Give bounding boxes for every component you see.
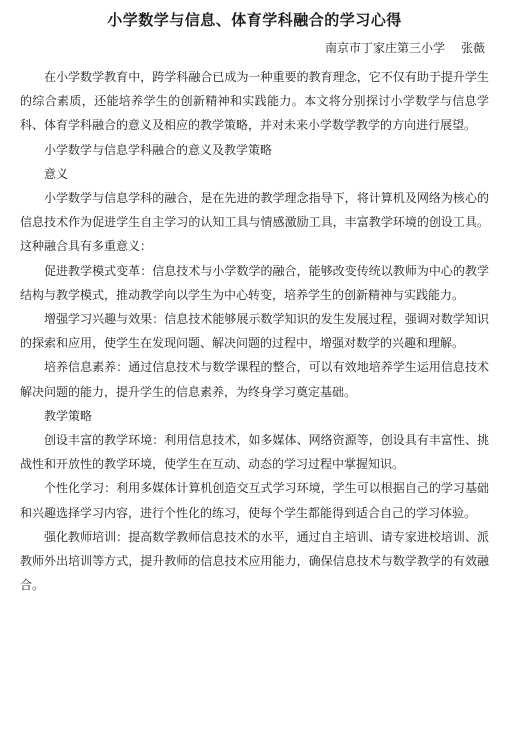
significance-heading: 意义	[44, 166, 69, 181]
point-teaching-mode: 促进教学模式变革：信息技术与小学数学的融合，能够改变传统以教师为中心的教学结构与教学模式，推动教学向以学生为中心转变，培养学生的创新精神与实践能力。	[20, 263, 489, 302]
point-information-literacy: 培养信息素养：通过信息技术与数学课程的整合，可以有效地培养学生运用信息技术解决问题的能力，提升学生的信息素养，为终身学习奠定基础。	[20, 360, 489, 399]
author-line	[20, 40, 485, 56]
author-name: 张薇	[460, 41, 485, 55]
strategy-environment: 创设丰富的教学环境：利用信息技术，如多媒体、网络资源等，创设具有丰富性、挑战性和开放性的教学环境，使学生在互动、动态的学习过程中掌握知识。	[20, 433, 489, 472]
strategy-teacher-training: 强化教师培训：提高数学教师信息技术的水平，通过自主培训、请专家进校培训、派教师外出培训等方式，提升教师的信息技术应用能力，确保信息技术与数学教学的有效融合。	[20, 529, 489, 593]
school-name: 南京市丁家庄第三小学	[324, 41, 445, 55]
point-learning-interest: 增强学习兴趣与效果：信息技术能够展示数学知识的发生发展过程，强调对数学知识的探索和应用，使学生在发现问题、解决问题的过程中，增强对数学的兴趣和理解。	[20, 312, 489, 351]
strategy-personalized: 个性化学习：利用多媒体计算机创造交互式学习环境，学生可以根据自己的学习基础和兴趣选择学习内容，进行个性化的练习，使每个学生都能得到适合自己的学习体验。	[20, 481, 489, 520]
section-heading: 小学数学与信息学科融合的意义及教学策略	[44, 142, 273, 157]
strategy-heading: 教学策略	[44, 408, 93, 423]
document-title: 小学数学与信息、体育学科融合的学习心得	[107, 11, 402, 29]
significance-paragraph: 小学数学与信息学科的融合，是在先进的教学理念指导下，将计算机及网络为核心的信息技术作为促进学生自主学习的认知工具与情感激励工具，丰富教学环境的创设工具。这种融合具有多重意义：	[20, 191, 489, 254]
intro-paragraph: 在小学数学教育中，跨学科融合已成为一种重要的教育理念，它不仅有助于提升学生的综合素质，还能培养学生的创新精神和实践能力。本文将分别探讨小学数学与信息学科、体育学科融合的意义及相应的教学策略，并对未来小学数学教学的方向进行展望。	[20, 70, 489, 133]
